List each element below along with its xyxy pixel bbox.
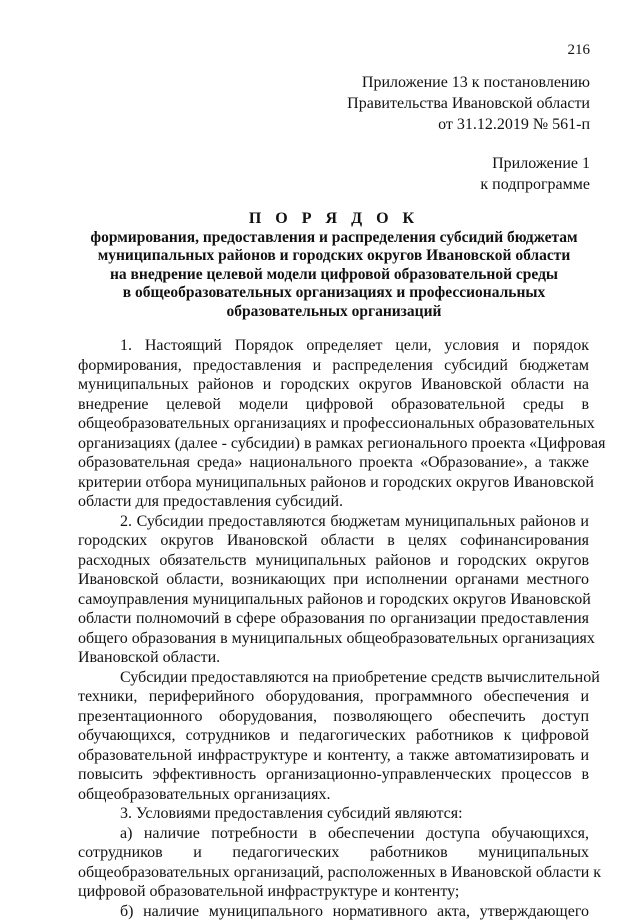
appendix-line: от 31.12.2019 № 561-п	[347, 114, 590, 135]
paragraph-line: обучающихся, сотрудников и педагогических работников к цифровой	[78, 726, 589, 746]
paragraph	[78, 804, 589, 824]
paragraph-line: расходных обязательств муниципальных районов и городских округов	[78, 551, 589, 571]
paragraph-line: Ивановской области.	[78, 648, 589, 668]
appendix-line: Приложение 1	[480, 153, 590, 174]
paragraph-line: 2. Субсидии предоставляются бюджетам муниципальных районов и	[78, 512, 589, 532]
appendix-line: к подпрограмме	[480, 174, 590, 195]
paragraph-line: цифровой образовательной инфраструктуре и контенту;	[78, 882, 589, 902]
paragraph	[78, 668, 589, 805]
paragraph-line: б) наличие муниципального нормативного акта, утверждающего	[78, 902, 589, 921]
appendix-line: Правительства Ивановской области	[347, 93, 590, 114]
subprogram-appendix-header	[480, 153, 590, 195]
paragraph-line: Субсидии предоставляются на приобретение средств вычислительной	[78, 668, 589, 688]
paragraph-line: общеобразовательных организациях.	[78, 785, 589, 805]
document-title	[78, 210, 590, 321]
paragraph-line: 3. Условиями предоставления субсидий являются:	[78, 804, 589, 824]
paragraph-line: презентационного оборудования, позволяющего обеспечить доступ	[78, 707, 589, 727]
paragraph-line: области для предоставления субсидий.	[78, 492, 589, 512]
title-heading: П О Р Я Д О К	[78, 210, 590, 229]
paragraph-line: общеобразовательных организаций, расположенных в Ивановской области к	[78, 863, 589, 883]
title-line: образовательных организаций	[78, 303, 590, 322]
paragraph-line: техники, периферийного оборудования, программного обеспечения и	[78, 687, 589, 707]
paragraph-line: сотрудников и педагогических работников муниципальных	[78, 843, 589, 863]
paragraph-line: муниципальных районов и городских округов Ивановской области на	[78, 375, 589, 395]
title-line: формирования, предоставления и распределения субсидий бюджетам	[78, 229, 590, 248]
paragraph-line: критерии отбора муниципальных районов и городских округов Ивановской	[78, 473, 589, 493]
paragraph-line: повысить эффективность организационно-управленческих процессов в	[78, 765, 589, 785]
paragraph-line: самоуправления муниципальных районов и городских округов Ивановской	[78, 590, 589, 610]
paragraph-line: общего образования в муниципальных общеобразовательных организациях	[78, 629, 589, 649]
title-line: в общеобразовательных организациях и профессиональных	[78, 284, 590, 303]
appendix-header	[347, 72, 590, 135]
paragraph	[78, 902, 589, 921]
paragraph-line: организациях (далее - субсидии) в рамках регионального проекта «Цифровая	[78, 434, 589, 454]
paragraph	[78, 336, 589, 512]
title-line: на внедрение целевой модели цифровой образовательной среды	[78, 266, 590, 285]
paragraph-line: городских округов Ивановской области в целях софинансирования	[78, 531, 589, 551]
paragraph	[78, 512, 589, 668]
paragraph-line: образовательной инфраструктуре и контенту, а также автоматизировать и	[78, 746, 589, 766]
paragraph-line: общеобразовательных организациях и профессиональных образовательных	[78, 414, 589, 434]
paragraph-line: а) наличие потребности в обеспечении доступа обучающихся,	[78, 824, 589, 844]
paragraph-line: области полномочий в сфере образования по организации предоставления	[78, 609, 589, 629]
document-body	[78, 336, 589, 921]
title-line: муниципальных районов и городских округов Ивановской области	[78, 247, 590, 266]
paragraph-line: формирования, предоставления и распределения субсидий бюджетам	[78, 356, 589, 376]
paragraph-line: 1. Настоящий Порядок определяет цели, условия и порядок	[78, 336, 589, 356]
page-number: 216	[568, 42, 591, 59]
paragraph-line: внедрение целевой модели цифровой образовательной среды в	[78, 395, 589, 415]
paragraph-line: образовательная среда» национального проекта «Образование», а также	[78, 453, 589, 473]
paragraph-line: Ивановской области, возникающих при исполнении органами местного	[78, 570, 589, 590]
appendix-line: Приложение 13 к постановлению	[347, 72, 590, 93]
paragraph	[78, 824, 589, 902]
